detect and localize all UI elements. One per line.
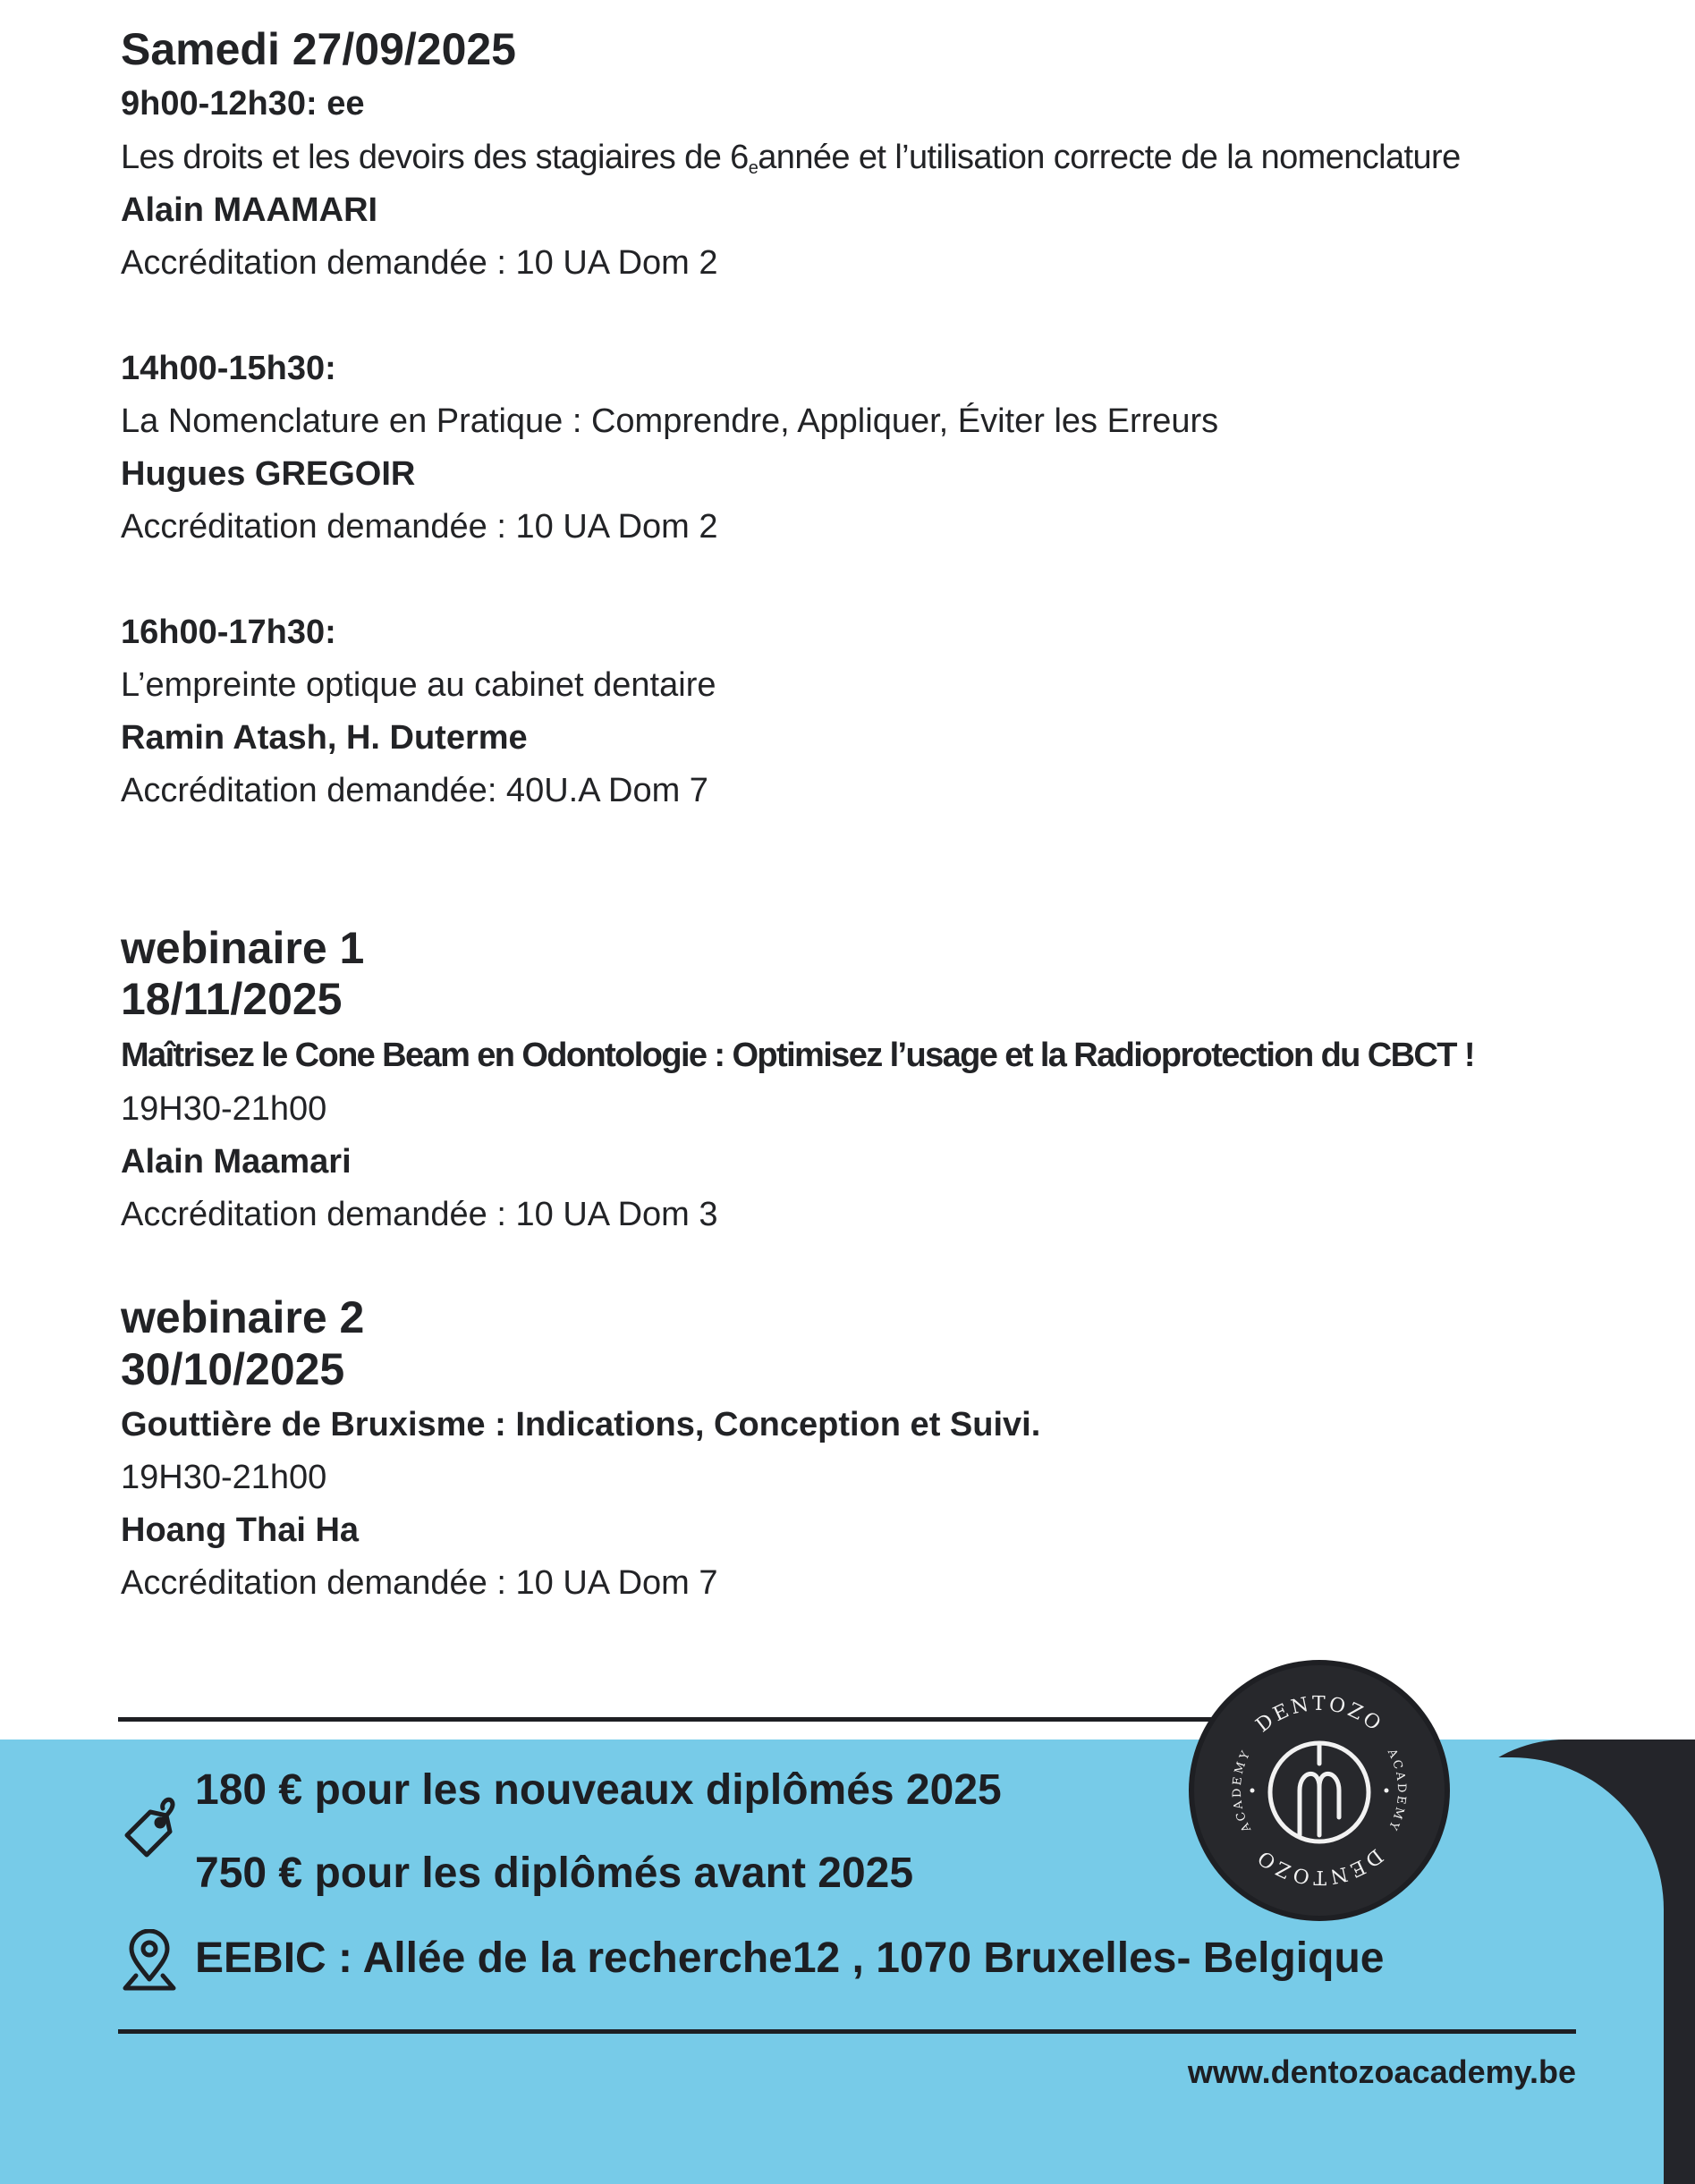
logo-text-bottom: DENTOZO — [1251, 1843, 1387, 1889]
webinar-1-date: 18/11/2025 — [121, 974, 343, 1024]
slot-3-title: L’empreinte optique au cabinet dentaire — [121, 666, 716, 704]
logo-text-right: ACADEMY — [1384, 1747, 1409, 1834]
price-tag-icon — [116, 1796, 181, 1865]
location-pin-icon — [120, 1929, 179, 1998]
logo-text-left: ACADEMY — [1230, 1747, 1255, 1834]
website-link[interactable]: www.dentozoacademy.be — [1187, 2053, 1576, 2090]
footer-band-curve — [1431, 1757, 1664, 2184]
ordinal-suffix: e — [748, 158, 759, 178]
webinar-2-accreditation: Accréditation demandée : 10 UA Dom 7 — [121, 1564, 718, 1602]
webinar-2-label: webinaire 2 — [121, 1292, 365, 1342]
webinar-1-accreditation: Accréditation demandée : 10 UA Dom 3 — [121, 1196, 718, 1233]
divider-bottom — [118, 2029, 1576, 2034]
address: EEBIC : Allée de la recherche12 , 1070 Bruxelles- Belgique — [195, 1934, 1385, 1982]
day-title: Samedi 27/09/2025 — [121, 24, 516, 74]
webinar-2-title: Gouttière de Bruxisme : Indications, Conception et Suivi. — [121, 1406, 1041, 1443]
price-old: 750 € pour les diplômés avant 2025 — [195, 1850, 914, 1897]
webinar-1-time: 19H30-21h00 — [121, 1090, 327, 1128]
slot-3-speaker: Ramin Atash, H. Duterme — [121, 719, 528, 757]
webinar-1-title: Maîtrisez le Cone Beam en Odontologie : Optimisez l’usage et la Radioprotection du CBCT ! — [121, 1037, 1474, 1074]
webinar-2-date: 30/10/2025 — [121, 1344, 345, 1394]
slot-1-speaker: Alain MAAMARI — [121, 191, 378, 229]
webinar-2-time: 19H30-21h00 — [121, 1459, 327, 1496]
divider-top — [118, 1717, 1223, 1722]
webinar-2-speaker: Hoang Thai Ha — [121, 1511, 360, 1549]
slot-2-accreditation: Accréditation demandée : 10 UA Dom 2 — [121, 508, 718, 546]
webinar-1-label: webinaire 1 — [121, 923, 365, 973]
slot-2-title: La Nomenclature en Pratique : Comprendre, Appliquer, Éviter les Erreurs — [121, 402, 1219, 440]
slot-2-time: 14h00-15h30: — [121, 350, 336, 387]
slot-1-title: Les droits et les devoirs des stagiaires de $6_eannée$ et l’utilisation correcte de la nomenclature — [121, 139, 1461, 178]
logo-text-top: DENTOZO — [1251, 1692, 1387, 1738]
slot-1-accreditation: Accréditation demandée : 10 UA Dom 2 — [121, 244, 718, 282]
webinar-1-speaker: Alain Maamari — [121, 1143, 352, 1181]
dentozo-academy-logo — [1185, 1656, 1453, 1925]
slot-3-accreditation: Accréditation demandée: 40U.A Dom 7 — [121, 772, 708, 809]
slot-1-time: 9h00-12h30: ee — [121, 85, 365, 123]
slot-3-time: 16h00-17h30: — [121, 614, 336, 651]
price-new: 180 € pour les nouveaux diplômés 2025 — [195, 1766, 1002, 1814]
slot-2-speaker: Hugues GREGOIR — [121, 455, 416, 493]
